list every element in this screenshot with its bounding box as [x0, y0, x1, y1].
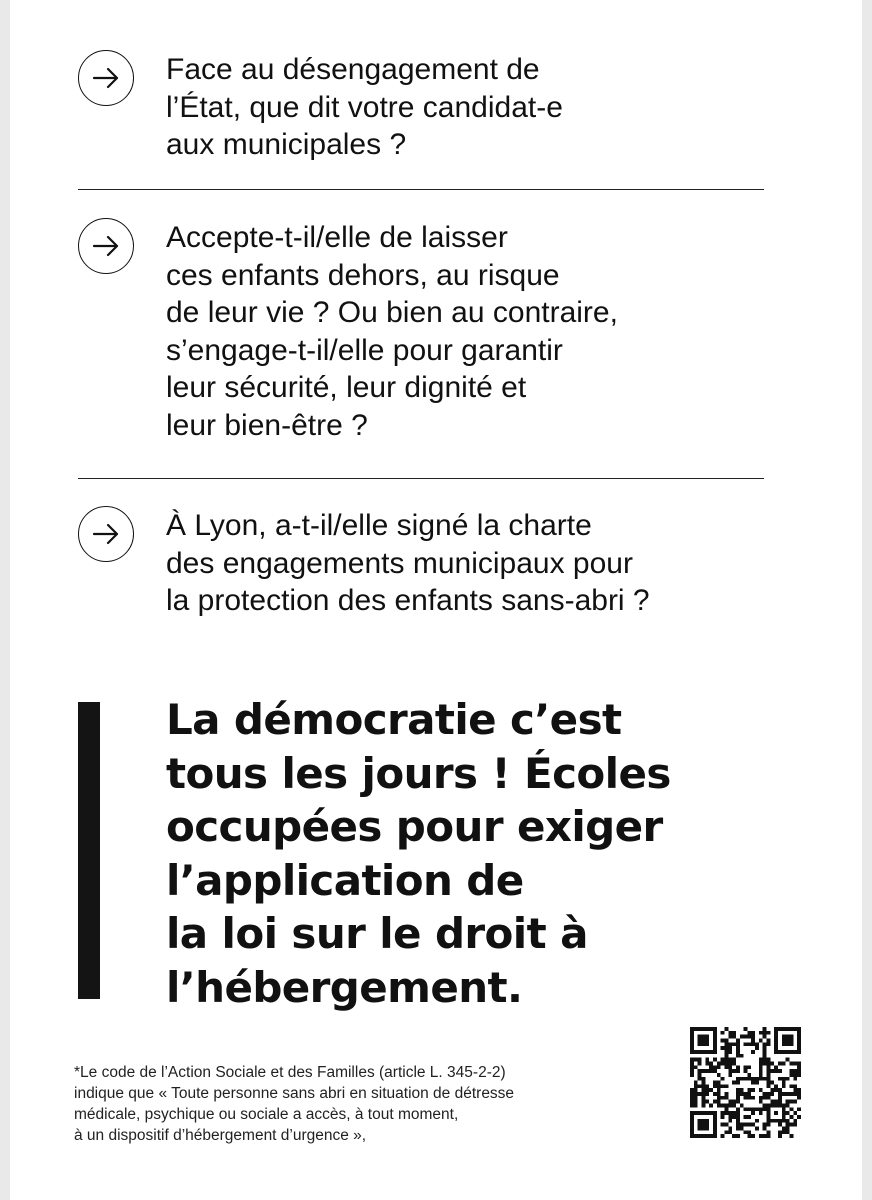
question-3-text [166, 507, 766, 620]
quote-line: la loi sur le droit à [166, 909, 588, 958]
poster-page [10, 0, 862, 1200]
question-line: la protection des enfants sans-abri ? [166, 584, 650, 617]
question-line: des engagements municipaux pour [166, 546, 633, 580]
question-line: ces enfants dehors, au risque [166, 258, 560, 292]
quote-line: l’application de [166, 855, 524, 905]
headline-quote [166, 693, 806, 1014]
divider [78, 189, 764, 190]
footnote-line: à un dispositif d’hébergement d’urgence », [74, 1127, 367, 1144]
question-line: Accepte-t-il/elle de laisser [166, 221, 508, 254]
footnote [74, 1062, 674, 1146]
question-1-text [166, 51, 766, 164]
footnote-line: médicale, psychique ou sociale a accès, à tout moment, [74, 1106, 459, 1123]
question-2-text [166, 219, 766, 444]
arrow-right-icon [78, 218, 134, 274]
question-line: À Lyon, a-t-il/elle signé la charte [166, 509, 592, 542]
question-line: s’engage-t-il/elle pour garantir [166, 333, 563, 367]
footnote-line: *Le code de l’Action Sociale et des Familles (article L. 345-2-2) [74, 1064, 506, 1081]
quote-line: tous les jours ! Écoles [166, 748, 671, 798]
question-line: leur sécurité, leur dignité et [166, 371, 527, 404]
question-line: l’État, que dit votre candidat-e [166, 90, 563, 124]
arrow-right-icon [78, 506, 134, 562]
question-line: Face au désengagement de [166, 53, 540, 86]
qr-code[interactable] [690, 1027, 801, 1138]
divider [78, 478, 764, 479]
arrow-right-icon [78, 50, 134, 106]
question-line: leur bien-être ? [166, 408, 368, 442]
quote-line: La démocratie c’est [166, 695, 622, 744]
question-line: de leur vie ? Ou bien au contraire, [166, 296, 618, 329]
quote-line: l’hébergement. [166, 962, 523, 1012]
footnote-line: indique que « Toute personne sans abri en situation de détresse [74, 1085, 515, 1102]
quote-bar [78, 702, 100, 999]
quote-line: occupées pour exiger [166, 802, 663, 851]
question-line: aux municipales ? [166, 128, 407, 161]
